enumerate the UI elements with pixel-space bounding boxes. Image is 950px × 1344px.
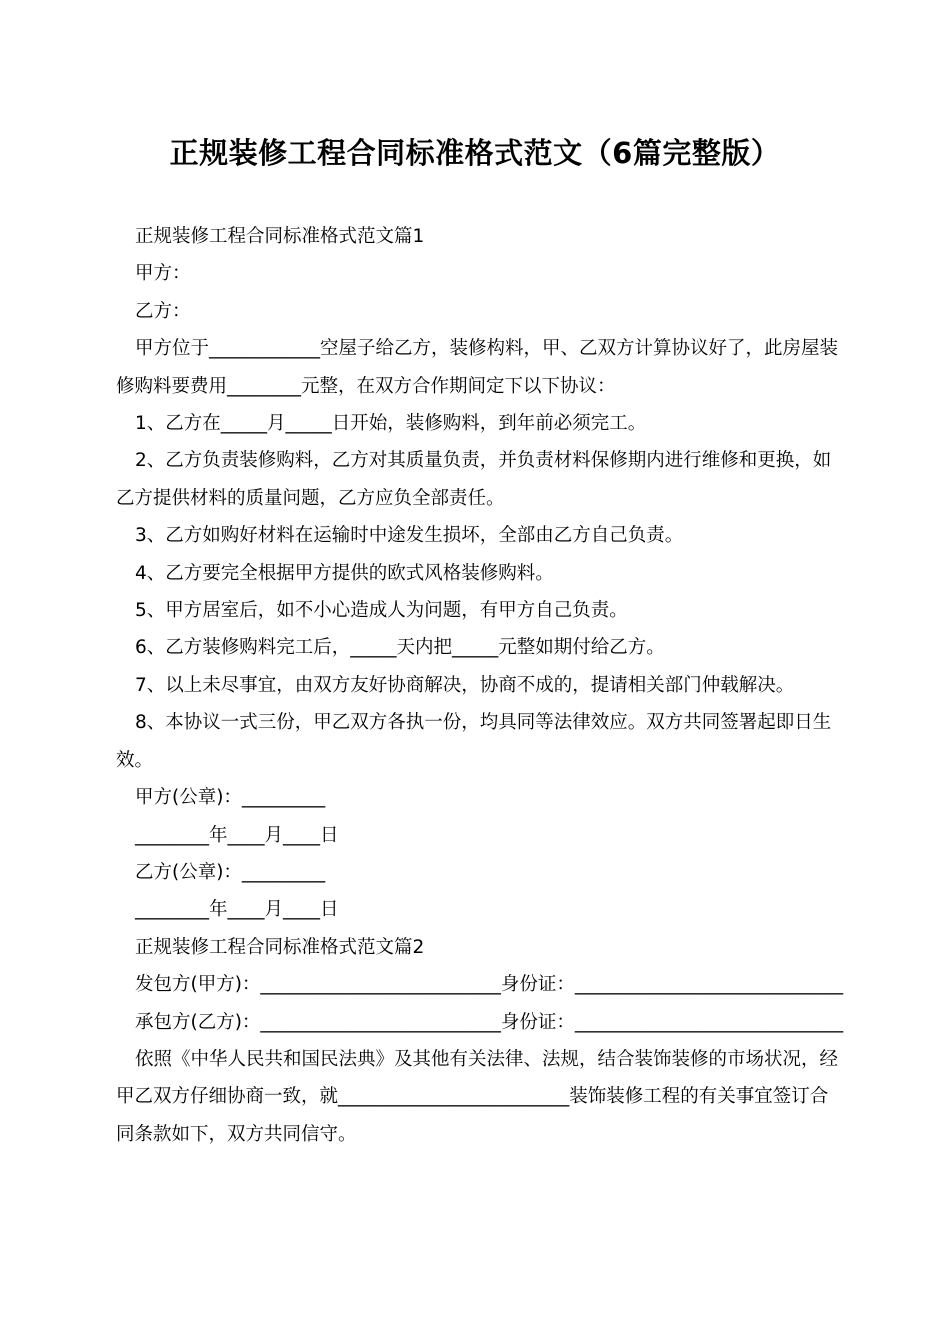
contractee-line: 承包方(乙方)：__________________________身份证：_____________________________ [135, 1011, 844, 1033]
intro-paragraph: 甲方位于____________空屋子给乙方，装修构料，甲、乙双方计算协议好了，此房屋装修购料要费用________元整，在双方合作期间定下以下协议： [116, 338, 839, 397]
clause-8: 8、本协议一式三份，甲乙双方各执一份，均具同等法律效应。双方共同签署起即日生效。 [116, 712, 832, 771]
contractor-line: 发包方(甲方)：__________________________身份证：_____________________________ [135, 974, 844, 996]
clause-3: 3、乙方如购好材料在运输时中途发生损坏，全部由乙方自己负责。 [135, 525, 684, 547]
party-a-seal-line: 甲方(公章)：_________ [135, 787, 326, 809]
clause-6: 6、乙方装修购料完工后，_____天内把_____元整如期付给乙方。 [135, 637, 665, 659]
clause-4: 4、乙方要完全根据甲方提供的欧式风格装修购料。 [135, 562, 554, 584]
clause-5: 5、甲方居室后，如不小心造成人为问题，有甲方自己负责。 [135, 600, 628, 622]
clause-1: 1、乙方在_____月_____日开始，装修购料，到年前必须完工。 [135, 413, 647, 435]
basis-paragraph: 依照《中华人民共和国民法典》及其他有关法律、法规，结合装饰装修的市场状况，经甲乙双方仔细协商一致，就_________________________装饰装修工程的有关事宜签订合同条款如下，双方共同信守。 [116, 1048, 839, 1145]
party-b-seal-line: 乙方(公章)：_________ [135, 861, 326, 883]
clause-7: 7、以上未尽事宜，由双方友好协商解决，协商不成的，提请相关部门仲载解决。 [135, 674, 795, 696]
party-b-line: 乙方： [135, 300, 191, 322]
party-a-date-line: ________年____月____日 [135, 824, 339, 846]
clause-2: 2、乙方负责装修购料，乙方对其质量负责，并负责材料保修期内进行维修和更换，如乙方提供材料的质量问题，乙方应负全部责任。 [116, 450, 832, 509]
document-title: 正规装修工程合同标准格式范文（6篇完整版） [169, 136, 781, 170]
party-b-date-line: ________年____月____日 [135, 899, 339, 921]
party-a-line: 甲方： [135, 263, 191, 285]
section-heading-1: 正规装修工程合同标准格式范文篇1 [135, 226, 425, 247]
document-body [116, 218, 846, 1153]
section-heading-2: 正规装修工程合同标准格式范文篇2 [135, 936, 425, 958]
